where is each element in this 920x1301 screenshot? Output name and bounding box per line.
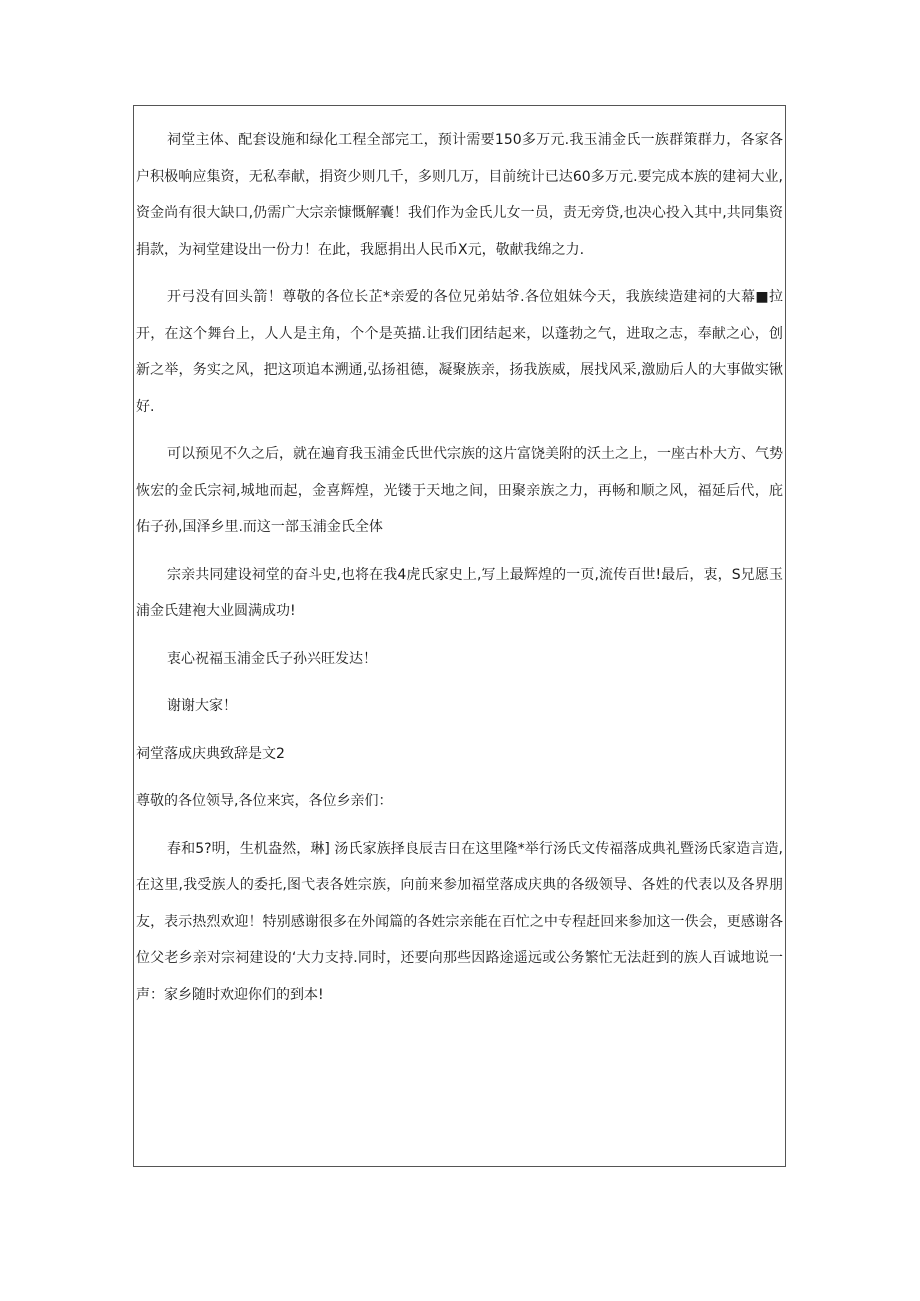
section-title: 祠堂落成庆典致辞是文2 bbox=[136, 745, 285, 762]
page-frame bbox=[133, 105, 786, 1167]
salutation: 尊敬的各位领导,各位来宾，各位乡亲们： bbox=[136, 793, 393, 809]
paragraph-welcome: 春和5?明，生机盎然，琳] 汤氏家族择良辰吉日在这里隆*举行汤氏文传福落成典礼暨汤氏家造言造,在这里,我受族人的委托,图弋表各姓宗族，向前来参加福堂落成庆典的各级领导、各姓的代表以及各界朋友，表示热烈欢迎！特别感谢很多在外闻篇的各姓宗亲能在百忙之中专程赶回来参加这一佚会，更感谢各位父老乡亲对宗祠建设的‘大力支持.同时，还要向那些因路途遥远或公务繁忙无法赶到的族人百诚地说一声：家乡随时欢迎你们的到本! bbox=[136, 840, 783, 1003]
document-body bbox=[134, 122, 785, 1024]
paragraph-blessing: 衷心祝福玉浦金氏子孙兴旺发达！ bbox=[167, 650, 377, 667]
paragraph-history: 宗亲共同建设祠堂的奋斗史,也将在我4虎氏家史上,写上最辉煌的一页,流传百世!最后，衷，S兄愿玉浦金氏建袍大业圆满成功! bbox=[136, 566, 783, 619]
paragraph-vision: 可以预见不久之后，就在遍育我玉浦金氏世代宗族的这片富饶美附的沃土之上，一座古朴大方、气势恢宏的金氏宗祠,城地而起，金喜辉煌，光镂于天地之间，田聚亲族之力，再畅和顺之风，福延后代，庇佑子孙,国泽乡里.而这一部玉浦金氏全体 bbox=[136, 446, 783, 535]
paragraph-funding: 祠堂主体、配套设施和绿化工程全部完工，预计需要150多万元.我玉浦金氏一族群策群力，各家各户积极响应集资，无私奉献，捐资少则几千，多则几万，目前统计已达60多万元.要完成本族的建祠大业,资金尚有很大缺口,仍需广大宗亲慷慨解囊！我们作为金氏儿女一员，责无旁贷,也决心投入其中,共同集资捐款，为祠堂建设出一份力！在此，我愿捐出人民币X元，敬献我绵之力. bbox=[136, 132, 783, 258]
paragraph-call-to-action: 开弓没有回头箭！尊敬的各位长芷*亲爱的各位兄弟姑爷.各位姐妹今天，我族续造建祠的大幕■拉开，在这个舞台上，人人是主角，个个是英描.让我们团结起来，以蓬勃之气，进取之志，奉献之心，创新之举，务实之风，把这项追本溯通,弘扬祖德，凝聚族亲，扬我族威，展找风采,激励后人的大事做实锹好. bbox=[136, 289, 783, 415]
paragraph-thanks: 谢谢大家！ bbox=[167, 698, 237, 714]
